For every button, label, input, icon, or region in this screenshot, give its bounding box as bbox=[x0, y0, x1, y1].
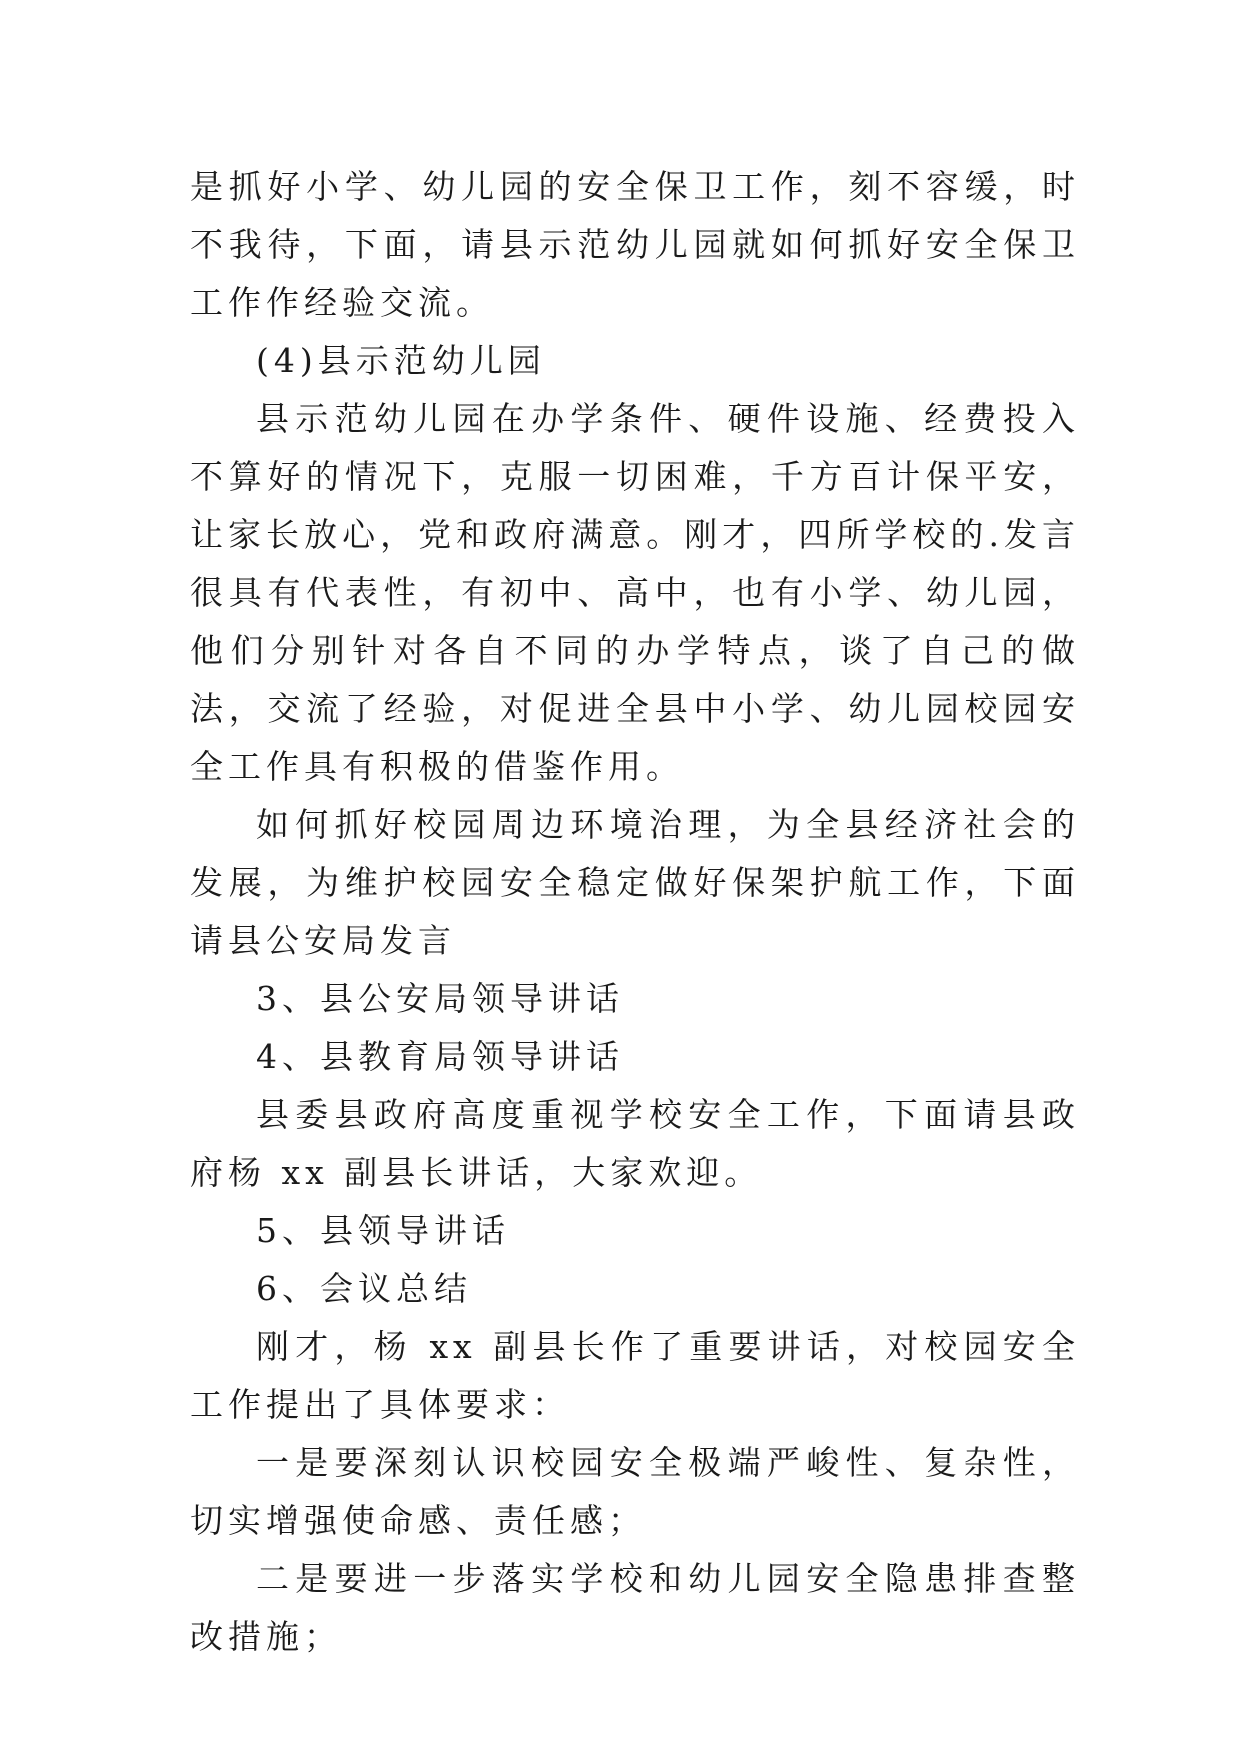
paragraph-12: 二是要进一步落实学校和幼儿园安全隐患排查整改措施； bbox=[190, 1559, 1080, 1656]
paragraph-10: 刚才，杨 xx 副县长作了重要讲话，对校园安全工作提出了具体要求： bbox=[190, 1327, 1080, 1424]
paragraph-11: 一是要深刻认识校园安全极端严峻性、复杂性，切实增强使命感、责任感； bbox=[190, 1443, 1080, 1540]
paragraph-2-heading: (4)县示范幼儿园 bbox=[256, 341, 546, 380]
paragraph-7: 县委县政府高度重视学校安全工作，下面请县政府杨 xx 副县长讲话，大家欢迎。 bbox=[190, 1095, 1080, 1192]
paragraph-8-item: 5、县领导讲话 bbox=[256, 1211, 510, 1250]
paragraph-9-item: 6、会议总结 bbox=[256, 1269, 472, 1308]
document-body bbox=[190, 158, 1080, 1666]
paragraph-3: 县示范幼儿园在办学条件、硬件设施、经费投入不算好的情况下，克服一切困难，千方百计保平安，让家长放心，党和政府满意。刚才，四所学校的.发言很具有代表性，有初中、高中，也有小学、幼儿园，他们分别针对各自不同的办学特点，谈了自己的做法，交流了经验，对促进全县中小学、幼儿园校园安全工作具有积极的借鉴作用。 bbox=[190, 399, 1080, 786]
paragraph-4: 如何抓好校园周边环境治理，为全县经济社会的发展，为维护校园安全稳定做好保架护航工作，下面请县公安局发言 bbox=[190, 805, 1080, 960]
paragraph-1: 是抓好小学、幼儿园的安全保卫工作，刻不容缓，时不我待，下面，请县示范幼儿园就如何抓好安全保卫工作作经验交流。 bbox=[190, 167, 1080, 322]
paragraph-6-item: 4、县教育局领导讲话 bbox=[256, 1037, 624, 1076]
paragraph-5-item: 3、县公安局领导讲话 bbox=[256, 979, 624, 1018]
